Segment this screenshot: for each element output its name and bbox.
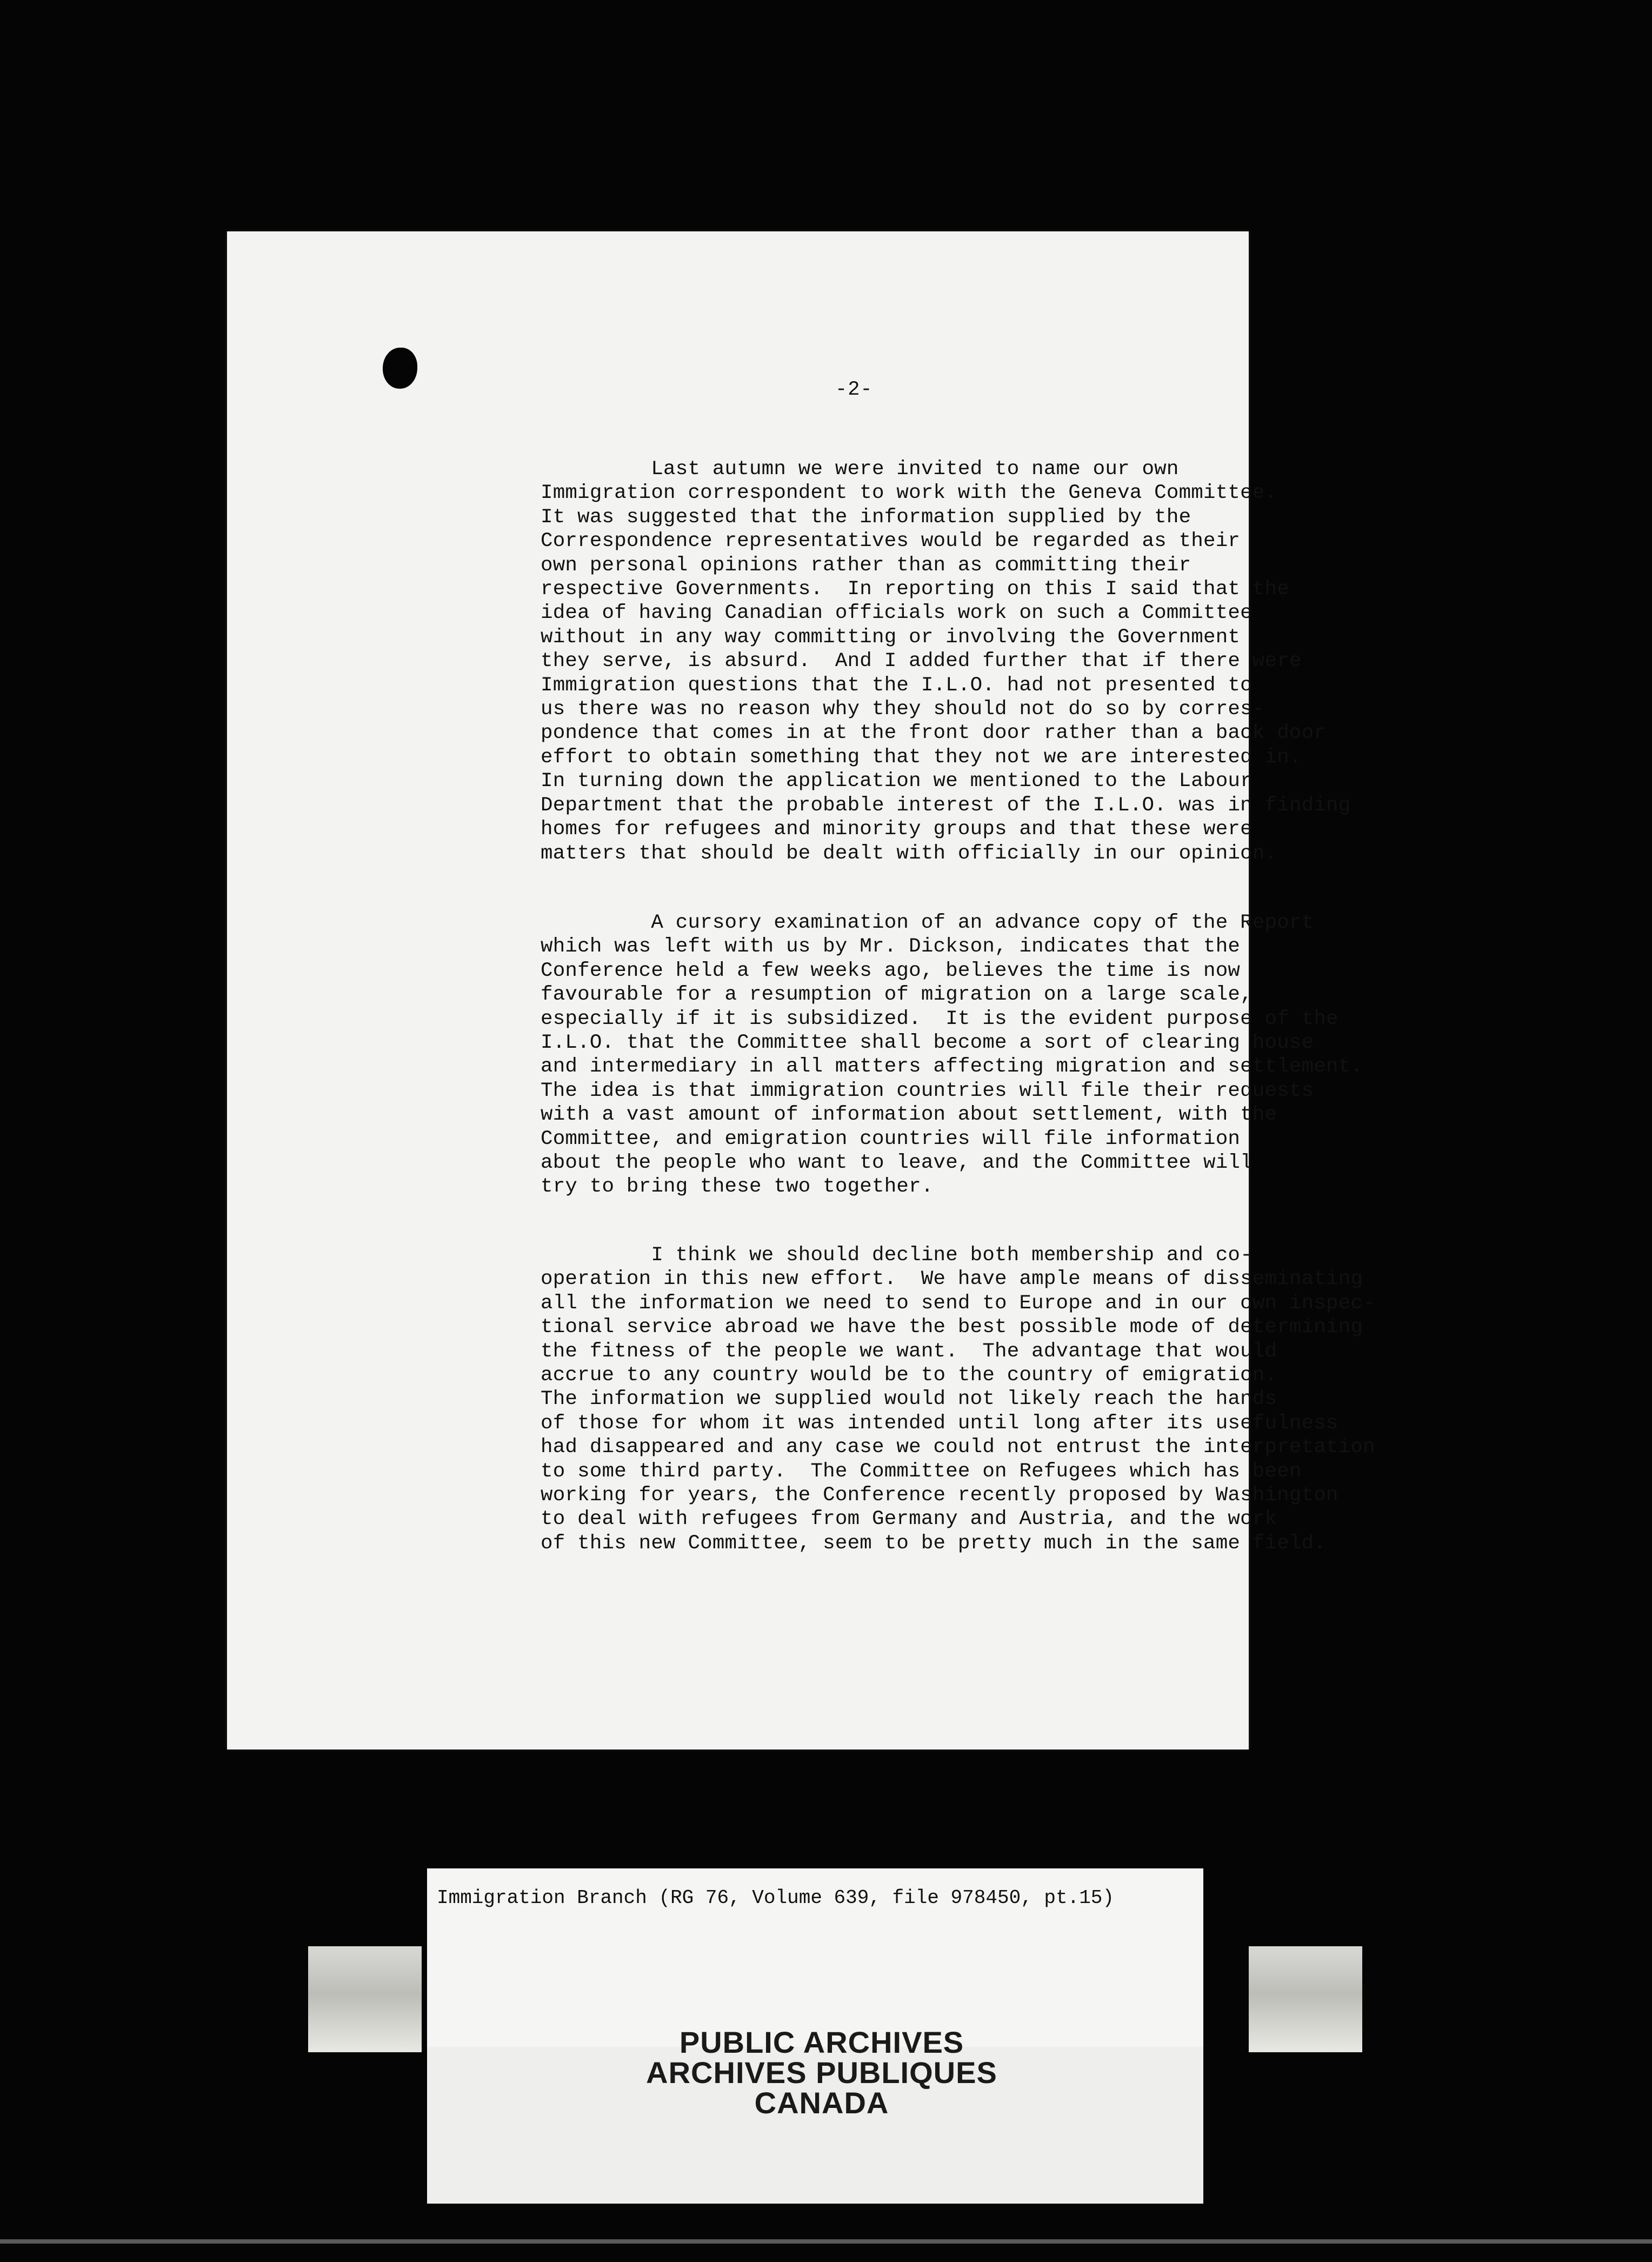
text-line: favourable for a resumption of migration on a large scale, <box>541 983 1253 1007</box>
tape-left <box>308 1946 422 2052</box>
text-line: of those for whom it was intended until long after its usefulness <box>541 1412 1338 1435</box>
text-line: The information we supplied would not likely reach the hands <box>541 1388 1277 1411</box>
tape-right <box>1249 1946 1362 2052</box>
text-line: respective Governments. In reporting on this I said that the <box>541 578 1289 601</box>
page-number: -2- <box>835 378 873 401</box>
text-line: In turning down the application we mentioned to the Labour <box>541 770 1253 793</box>
text-line: pondence that comes in at the front door rather than a back door <box>541 722 1327 745</box>
text-line: own personal opinions rather than as committing their <box>541 554 1191 577</box>
stamp-line-2: ARCHIVES PUBLIQUES <box>646 2055 997 2090</box>
text-line: to some third party. The Committee on Refugees which has been <box>541 1460 1302 1483</box>
text-line: Committee, and emigration countries will file information <box>541 1127 1241 1150</box>
stamp-line-1: PUBLIC ARCHIVES <box>679 2025 964 2059</box>
text-line: matters that should be dealt with officially in our opinion. <box>541 842 1277 865</box>
text-line: operation in this new effort. We have ample means of disseminating <box>541 1268 1363 1291</box>
archive-reference: Immigration Branch (RG 76, Volume 639, file 978450, pt.15) <box>437 1887 1115 1909</box>
text-line: Immigration correspondent to work with the Geneva Committee. <box>541 482 1277 505</box>
text-line: try to bring these two together. <box>541 1175 934 1199</box>
text-line: which was left with us by Mr. Dickson, indicates that the <box>541 935 1241 959</box>
stamp-line-3: CANADA <box>754 2086 889 2120</box>
text-line: of this new Committee, seem to be pretty much in the same field. <box>541 1532 1327 1555</box>
text-line: the fitness of the people we want. The advantage that would <box>541 1340 1277 1363</box>
text-line: to deal with refugees from Germany and Austria, and the work <box>541 1508 1277 1531</box>
film-edge <box>0 2239 1652 2244</box>
paragraph-3 <box>541 1243 1416 1555</box>
punch-hole <box>383 348 417 389</box>
text-line: A cursory examination of an advance copy of the Report <box>541 912 1314 934</box>
text-line: tional service abroad we have the best possible mode of determining <box>541 1316 1363 1339</box>
paragraph-1 <box>541 457 1416 866</box>
archives-stamp <box>541 2027 1103 2118</box>
text-line: Conference held a few weeks ago, believes the time is now <box>541 959 1241 982</box>
text-line: without in any way committing or involving the Government <box>541 626 1241 649</box>
text-line: working for years, the Conference recently proposed by Washington <box>541 1484 1338 1507</box>
paragraph-2 <box>541 911 1416 1199</box>
text-line: about the people who want to leave, and the Committee will <box>541 1152 1253 1175</box>
text-line: I think we should decline both membership and co- <box>541 1244 1253 1267</box>
text-line: Immigration questions that the I.L.O. had not presented to <box>541 674 1253 697</box>
text-line: especially if it is subsidized. It is the evident purpose of the <box>541 1007 1338 1030</box>
text-line: they serve, is absurd. And I added further that if there were <box>541 650 1302 673</box>
text-line: us there was no reason why they should not do so by corres- <box>541 698 1265 721</box>
text-line: with a vast amount of information about settlement, with the <box>541 1103 1277 1127</box>
text-line: idea of having Canadian officials work on such a Committee <box>541 602 1253 625</box>
text-line: effort to obtain something that they not we are interested in. <box>541 746 1302 769</box>
text-line: Department that the probable interest of the I.L.O. was in finding <box>541 794 1351 817</box>
text-line: had disappeared and any case we could not entrust the interpretation <box>541 1436 1375 1459</box>
text-line: The idea is that immigration countries will file their requests <box>541 1079 1314 1102</box>
text-line: accrue to any country would be to the country of emigration. <box>541 1364 1277 1387</box>
text-line: and intermediary in all matters affecting migration and settlement. <box>541 1055 1363 1079</box>
text-line: Correspondence representatives would be regarded as their <box>541 530 1241 553</box>
text-line: I.L.O. that the Committee shall become a sort of clearing house <box>541 1032 1314 1055</box>
text-line: It was suggested that the information supplied by the <box>541 505 1191 529</box>
text-line: homes for refugees and minority groups and that these were <box>541 818 1253 841</box>
text-line: all the information we need to send to Europe and in our own inspec- <box>541 1292 1375 1315</box>
text-line: Last autumn we were invited to name our own <box>541 458 1179 481</box>
